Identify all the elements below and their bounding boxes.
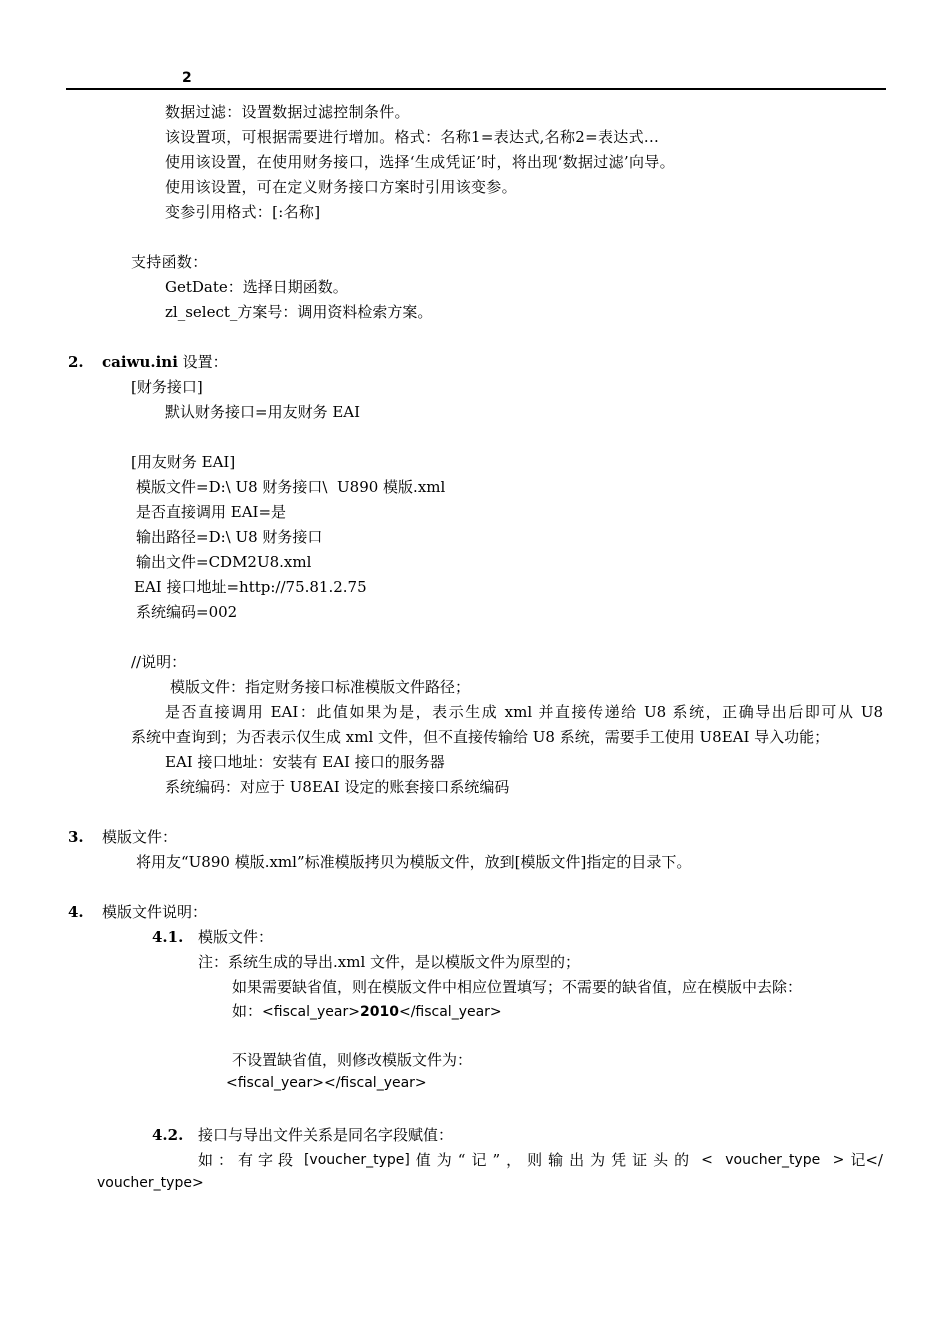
section-4-number: 4. <box>68 903 84 921</box>
section-4-1-default-info: 如果需要缺省值，则在模版文件中相应位置填写；不需要的缺省值，应在模版中去除： <box>232 978 803 996</box>
note-system-code: 系统编码：对应于 U8EAI 设定的账套接口系统编码 <box>165 778 510 796</box>
filter-line-2: 该设置项，可根据需要进行增加。格式：名称1=表达式,名称2=表达式... <box>165 128 660 146</box>
section-3-number: 3. <box>68 828 84 846</box>
ini-line: 是否直接调用 EAI=是 <box>136 503 287 521</box>
ini-default-interface: 默认财务接口=用友财务 EAI <box>165 403 361 421</box>
example-open-tag: <fiscal_year> <box>262 1004 360 1020</box>
section-2-title-bold: caiwu.ini <box>102 353 178 371</box>
ini-line: EAI 接口地址=http://75.81.2.75 <box>134 578 367 596</box>
note-direct-call-2: 系统中查询到；为否表示仅生成 xml 文件，但不直接传输给 U8 系统，需要手工使用 U8EAI 导入功能； <box>131 728 830 746</box>
example-value: 2010 <box>360 1004 399 1020</box>
ini-section-finance: [财务接口] <box>131 378 203 396</box>
section-2-number: 2. <box>68 353 84 371</box>
section-3-title: 模版文件： <box>102 828 178 846</box>
filter-line-4: 使用该设置，可在定义财务接口方案时引用该变参。 <box>165 178 517 196</box>
section-3-body: 将用友“U890 模版.xml”标准模版拷贝为模版文件，放到[模版文件]指定的目录下。 <box>136 853 692 871</box>
filter-line-5: 变参引用格式：[:名称] <box>165 203 321 221</box>
ini-line: 输出路径=D:\ U8 财务接口 <box>136 528 323 546</box>
section-4-2-example <box>198 1150 883 1170</box>
function-zl-select: zl_select_方案号：调用资料检索方案。 <box>165 303 433 321</box>
section-4-1-example <box>232 1001 502 1022</box>
filter-line-3: 使用该设置，在使用财务接口，选择‘生成凭证’时，将出现‘数据过滤’向导。 <box>165 153 675 171</box>
section-4-2-example-cont: voucher_type> <box>97 1175 204 1191</box>
example-close-tag: </fiscal_year> <box>398 1004 502 1020</box>
section-4-1-title: 模版文件： <box>198 928 274 946</box>
section-4-2-number: 4.2. <box>152 1126 184 1144</box>
example-2-tag: < voucher_type > <box>701 1152 845 1168</box>
section-2-title <box>102 352 228 372</box>
section-4-2-title: 接口与导出文件关系是同名字段赋值： <box>198 1126 454 1144</box>
note-direct-call-1: 是否直接调用 EAI：此值如果为是，表示生成 xml 并直接传递给 U8 系统，正确导出后即可从 U8 <box>165 703 883 721</box>
section-4-1-no-default: 不设置缺省值，则修改模版文件为： <box>232 1051 473 1069</box>
ini-section-yonyou: [用友财务 EAI] <box>131 453 236 471</box>
ini-line: 系统编码=002 <box>136 603 238 621</box>
example-2-end: 记</ <box>850 1151 883 1169</box>
example-prefix: 如： <box>232 1002 263 1020</box>
section-4-title: 模版文件说明： <box>102 903 208 921</box>
note-template-file: 模版文件：指定财务接口标准模版文件路径； <box>170 678 471 696</box>
example-2-prefix: 如：有字段 <box>198 1151 299 1169</box>
page-number: 2 <box>182 70 192 86</box>
example-2-middle: 值为“记”，则输出为凭证头的 <box>415 1151 696 1169</box>
note-heading: //说明： <box>131 653 187 671</box>
ini-line: 输出文件=CDM2U8.xml <box>136 553 312 571</box>
header-rule <box>66 88 886 90</box>
note-eai-address: EAI 接口地址：安装有 EAI 接口的服务器 <box>165 753 445 771</box>
function-getdate: GetDate：选择日期函数。 <box>165 278 348 296</box>
ini-line: 模版文件=D:\ U8 财务接口\ U890 模版.xml <box>136 478 446 496</box>
section-4-1-empty-tag: <fiscal_year></fiscal_year> <box>226 1075 427 1091</box>
functions-title: 支持函数： <box>131 253 208 271</box>
example-2-field: [voucher_type] <box>303 1152 410 1168</box>
section-2-title-rest: 设置： <box>177 353 228 371</box>
section-4-1-number: 4.1. <box>152 928 184 946</box>
section-4-1-note: 注：系统生成的导出.xml 文件，是以模版文件为原型的； <box>198 953 581 971</box>
filter-line-1: 数据过滤：设置数据过滤控制条件。 <box>165 103 410 121</box>
